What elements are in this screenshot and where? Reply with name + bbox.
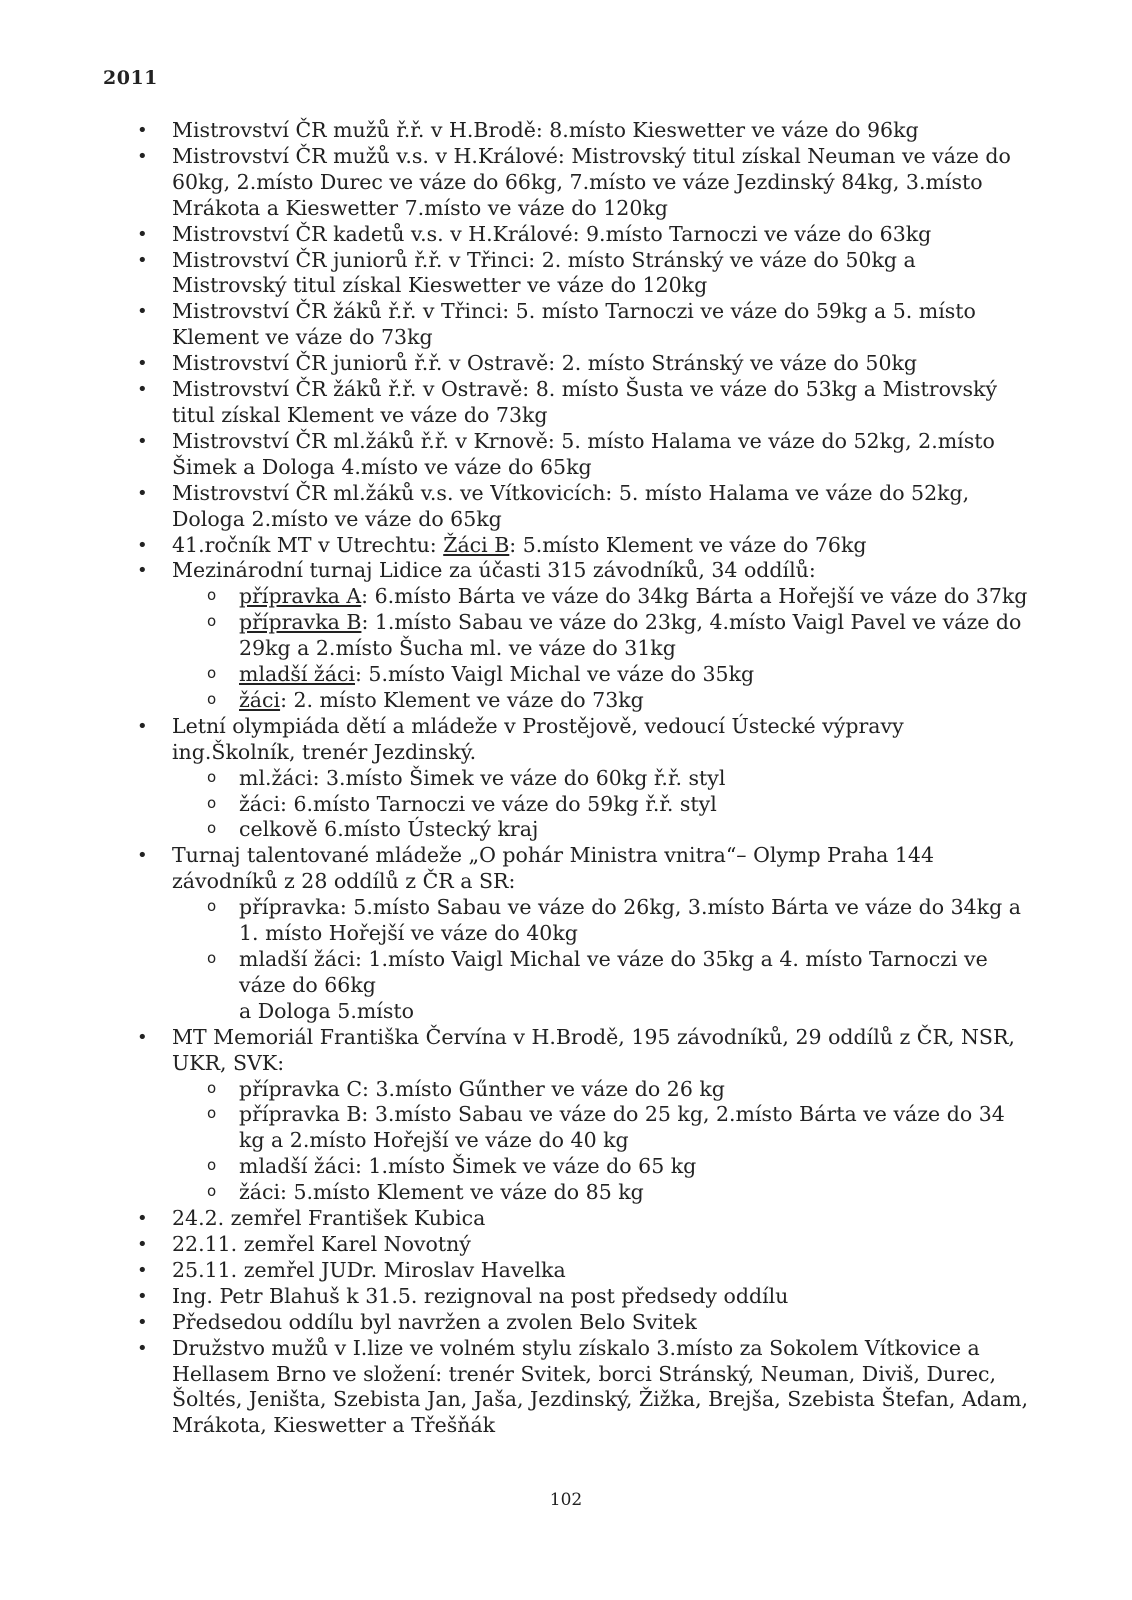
- list-item: • 25.11. zemřel JUDr. Miroslav Havelka: [0, 1258, 1132, 1284]
- list-item: • Mistrovství ČR mužů ř.ř. v H.Brodě: 8.místo Kieswetter ve váze do 96kg: [0, 118, 1132, 144]
- sub-list: [172, 895, 1032, 1025]
- sub-list-item: o žáci: 5.místo Klement ve váze do 85 kg: [172, 1180, 1032, 1206]
- list-item: • 24.2. zemřel František Kubica: [0, 1206, 1132, 1232]
- list-item: • Mistrovství ČR žáků ř.ř. v Třinci: 5. místo Tarnoczi ve váze do 59kg a 5. místo Klement ve váze do 73kg: [0, 299, 1132, 351]
- page-number: 102: [549, 1490, 583, 1510]
- list-item: • Mistrovství ČR kadetů v.s. v H.Králové: 9.místo Tarnoczi ve váze do 63kg: [0, 222, 1132, 248]
- sub-list-item: o žáci: 2. místo Klement ve váze do 73kg: [172, 688, 1032, 714]
- list-item: • Družstvo mužů v I.lize ve volném stylu získalo 3.místo za Sokolem Vítkovice a Hellasem Brno ve složení: trenér Svitek, borci Stránský, Neuman, Diviš, Durec, Šoltés, Jeništa, Szebista Jan, Jaša, Jezdinský, Žižka, Brejša, Szebista Štefan, Adam, Mrákota, Kieswetter a Třešňák: [0, 1336, 1132, 1440]
- list-item: • Předsedou oddílu byl navržen a zvolen Belo Svitek: [0, 1310, 1132, 1336]
- list-item: • 22.11. zemřel Karel Novotný: [0, 1232, 1132, 1258]
- sub-list-item: o přípravka B: 1.místo Sabau ve váze do 23kg, 4.místo Vaigl Pavel ve váze do 29kg a 2.místo Šucha ml. ve váze do 31kg: [172, 610, 1032, 662]
- sub-list: [172, 584, 1032, 714]
- sub-list: [172, 1077, 1032, 1207]
- list-item: • MT Memoriál Františka Červína v H.Brodě, 195 závodníků, 29 oddílů z ČR, NSR, UKR, SVK: o přípravka C: 3.místo Gűnther ve váze do 26 kg o přípravka B: 3.místo Sabau ve váze do 25 kg, 2.místo Bárta ve váze do 34 kg a 2.místo Hořejší ve váze do 40 kg o mladší žáci: 1.místo Šimek ve váze do 65 kg o žáci: 5.místo Klement ve váze do 85 kg: [0, 1025, 1132, 1206]
- sub-list-item: o žáci: 6.místo Tarnoczi ve váze do 59kg ř.ř. styl: [172, 792, 1032, 818]
- sub-list-item: o ml.žáci: 3.místo Šimek ve váze do 60kg ř.ř. styl: [172, 766, 1032, 792]
- list-item: • Mezinárodní turnaj Lidice za účasti 315 závodníků, 34 oddílů: o přípravka A: 6.místo Bárta ve váze do 34kg Bárta a Hořejší ve váze do 37kg o přípravka B: 1.místo Sabau ve váze do 23kg, 4.místo Vaigl Pavel ve váze do 29kg a 2.místo Šucha ml. ve váze do 31kg o mladší žáci: 5.místo Vaigl Michal ve váze do 35kg o žáci: 2. místo Klement ve váze do 73kg: [0, 558, 1132, 713]
- list-item: • Ing. Petr Blahuš k 31.5. rezignoval na post předsedy oddílu: [0, 1284, 1132, 1310]
- sub-list-item: o mladší žáci: 1.místo Šimek ve váze do 65 kg: [172, 1154, 1032, 1180]
- list-item: • Mistrovství ČR mužů v.s. v H.Králové: Mistrovský titul získal Neuman ve váze do 60kg, 2.místo Durec ve váze do 66kg, 7.místo ve váze Jezdinský 84kg, 3.místo Mrákota a Kieswetter 7.místo ve váze do 120kg: [0, 144, 1132, 222]
- sub-list-item: o přípravka A: 6.místo Bárta ve váze do 34kg Bárta a Hořejší ve váze do 37kg: [172, 584, 1032, 610]
- list-item: • Mistrovství ČR juniorů ř.ř. v Třinci: 2. místo Stránský ve váze do 50kg a Mistrovský titul získal Kieswetter ve váze do 120kg: [0, 248, 1132, 300]
- year-heading: 2011: [103, 67, 158, 89]
- sub-list-item: o přípravka C: 3.místo Gűnther ve váze do 26 kg: [172, 1077, 1032, 1103]
- sub-list-item: o přípravka B: 3.místo Sabau ve váze do 25 kg, 2.místo Bárta ve váze do 34 kg a 2.místo Hořejší ve váze do 40 kg: [172, 1102, 1032, 1154]
- results-list: [0, 118, 1132, 1439]
- list-item: • Letní olympiáda dětí a mládeže v Prostějově, vedoucí Ústecké výpravy ing.Školník, trenér Jezdinský. o ml.žáci: 3.místo Šimek ve váze do 60kg ř.ř. styl o žáci: 6.místo Tarnoczi ve váze do 59kg ř.ř. styl o celkově 6.místo Ústecký kraj: [0, 714, 1132, 844]
- sub-list-item: o mladší žáci: 5.místo Vaigl Michal ve váze do 35kg: [172, 662, 1032, 688]
- list-item: • Mistrovství ČR ml.žáků ř.ř. v Krnově: 5. místo Halama ve váze do 52kg, 2.místo Šimek a Dologa 4.místo ve váze do 65kg: [0, 429, 1132, 481]
- list-item: • 41.ročník MT v Utrechtu: Žáci B: 5.místo Klement ve váze do 76kg: [0, 533, 1132, 559]
- list-item: • Turnaj talentované mládeže „O pohár Ministra vnitra“– Olymp Praha 144 závodníků z 28 oddílů z ČR a SR: o přípravka: 5.místo Sabau ve váze do 26kg, 3.místo Bárta ve váze do 34kg a 1. místo Hořejší ve váze do 40kg o mladší žáci: 1.místo Vaigl Michal ve váze do 35kg a 4. místo Tarnoczi ve váze do 66kg a Dologa 5.místo: [0, 843, 1132, 1024]
- sub-list-item: o mladší žáci: 1.místo Vaigl Michal ve váze do 35kg a 4. místo Tarnoczi ve váze do 66kg a Dologa 5.místo: [172, 947, 1032, 1025]
- list-item: • Mistrovství ČR juniorů ř.ř. v Ostravě: 2. místo Stránský ve váze do 50kg: [0, 351, 1132, 377]
- sub-list: [172, 766, 1032, 844]
- list-item: • Mistrovství ČR žáků ř.ř. v Ostravě: 8. místo Šusta ve váze do 53kg a Mistrovský titul získal Klement ve váze do 73kg: [0, 377, 1132, 429]
- sub-list-item: o přípravka: 5.místo Sabau ve váze do 26kg, 3.místo Bárta ve váze do 34kg a 1. místo Hořejší ve váze do 40kg: [172, 895, 1032, 947]
- list-item: • Mistrovství ČR ml.žáků v.s. ve Vítkovicích: 5. místo Halama ve váze do 52kg, Dologa 2.místo ve váze do 65kg: [0, 481, 1132, 533]
- sub-list-item: o celkově 6.místo Ústecký kraj: [172, 817, 1032, 843]
